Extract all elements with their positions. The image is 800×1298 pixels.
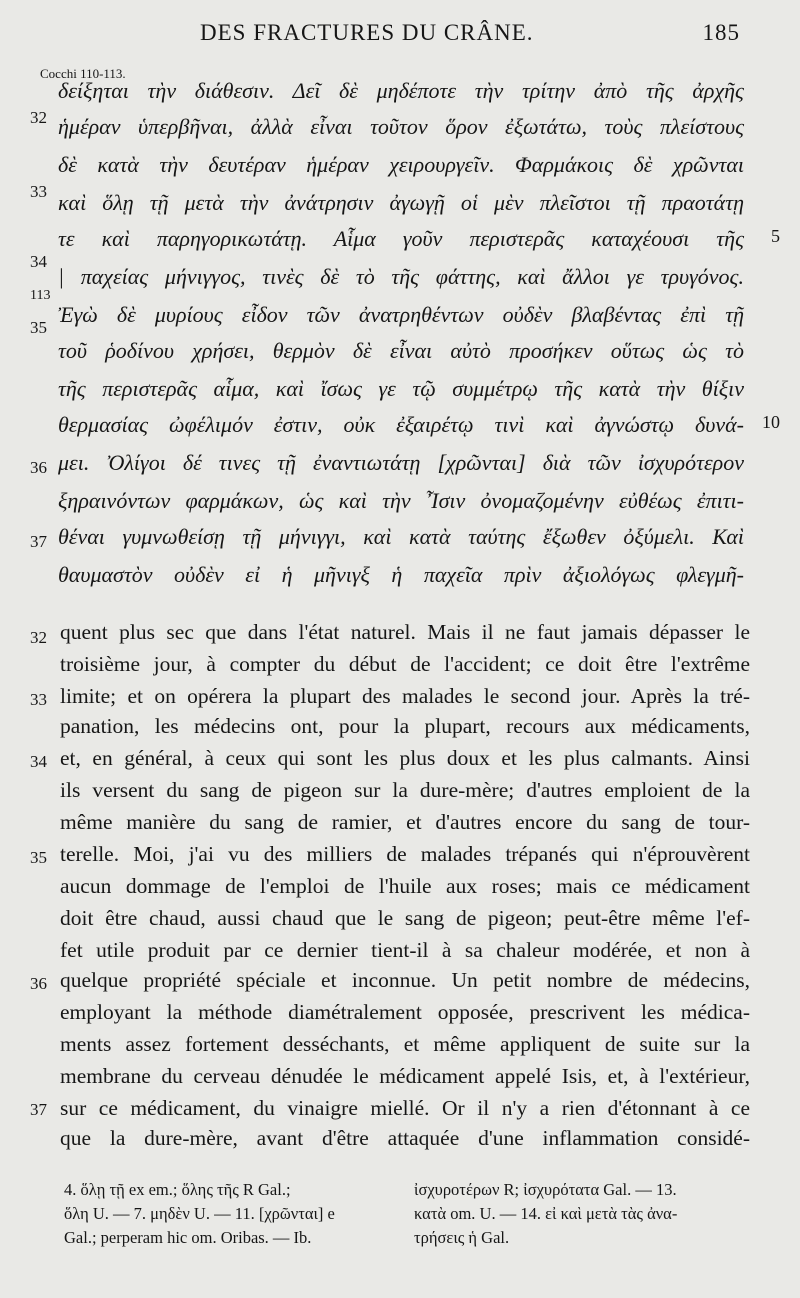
french-line: employant la méthode diamétralement opposée, prescrivent les médica- bbox=[60, 1000, 750, 1024]
greek-line: ξηραινόντων φαρμάκων, ὡς καὶ τὴν Ἶσιν ὀνομαζομένην εὐθέως ἐπιτι- bbox=[58, 488, 744, 513]
french-line: quent plus sec que dans l'état naturel. Mais il ne faut jamais dépasser le bbox=[60, 620, 750, 644]
french-line: ments assez fortement desséchants, et même appliquent de suite sur la bbox=[60, 1032, 750, 1056]
greek-line: τῆς περιστερᾶς αἷμα, καὶ ἴσως γε τῷ συμμέτρῳ τῆς κατὰ τὴν θίξιν bbox=[58, 376, 744, 401]
greek-line-number: 34 bbox=[30, 252, 47, 271]
french-line: doit être chaud, aussi chaud que le sang de pigeon; peut-être même l'ef- bbox=[60, 906, 750, 930]
french-line-number: 35 bbox=[30, 848, 47, 867]
footnote-line: κατὰ om. U. — 14. εἰ καὶ μετὰ τὰς ἀνα- bbox=[414, 1204, 678, 1223]
french-line: que la dure-mère, avant d'être attaquée d'une inflammation considé- bbox=[60, 1126, 750, 1150]
footnote-line: 4. ὅλῃ τῇ ex em.; ὅλης τῆς R Gal.; bbox=[64, 1180, 291, 1199]
greek-line: | παχείας μήνιγγος, τινὲς δὲ τὸ τῆς φάττης, καὶ ἄλλοι γε τρυγόνος. bbox=[58, 264, 744, 289]
greek-line: τε καὶ παρηγορικωτάτῃ. Αἷμα γοῦν περιστερᾶς καταχέουσι τῆς bbox=[58, 226, 744, 251]
footnotes-column-left bbox=[64, 1180, 394, 1252]
greek-line-number: 37 bbox=[30, 532, 47, 551]
greek-line: θέναι γυμνωθείσῃ τῇ μήνιγγι, καὶ κατὰ ταύτης ἔξωθεν ὀξύμελι. Καὶ bbox=[58, 524, 744, 549]
french-line: ils versent du sang de pigeon sur la dure-mère; d'autres emploient de la bbox=[60, 778, 750, 802]
french-line: troisième jour, à compter du début de l'accident; ce doit être l'extrême bbox=[60, 652, 750, 676]
french-line: limite; et on opérera la plupart des malades le second jour. Après la tré- bbox=[60, 684, 750, 708]
footnote-line: τρήσεις ἡ Gal. bbox=[414, 1228, 510, 1247]
footnote-line: Gal.; perperam hic om. Oribas. — Ib. bbox=[64, 1228, 312, 1247]
french-line: membrane du cerveau dénudée le médicament appelé Isis, et, à l'extérieur, bbox=[60, 1064, 750, 1088]
french-line-number: 32 bbox=[30, 628, 47, 647]
greek-line-number: 36 bbox=[30, 458, 47, 477]
greek-line: καὶ ὅλῃ τῇ μετὰ τὴν ἀνάτρησιν ἀγωγῇ οἱ μὲν πλεῖστοι τῇ πραοτάτῃ bbox=[58, 190, 744, 215]
french-line: panation, les médecins ont, pour la plupart, recours aux médicaments, bbox=[60, 714, 750, 738]
greek-line: μει. Ὀλίγοι δέ τινες τῇ ἐναντιωτάτῃ [χρῶνται] διὰ τῶν ἰσχυρότερον bbox=[58, 450, 744, 475]
greek-line-number: 35 bbox=[30, 318, 47, 337]
greek-line: θαυμαστὸν οὐδὲν εἰ ἡ μῆνιγξ ἡ παχεῖα πρὶν ἀξιολόγως φλεγμῆ- bbox=[58, 562, 744, 587]
source-reference: Cocchi 110-113. bbox=[40, 66, 126, 81]
french-line-number: 37 bbox=[30, 1100, 47, 1119]
french-line: même manière du sang de ramier, et d'autres encore du sang de tour- bbox=[60, 810, 750, 834]
greek-line: δὲ κατὰ τὴν δευτέραν ἡμέραν χειρουργεῖν. Φαρμάκοις δὲ χρῶνται bbox=[58, 152, 744, 177]
french-line: terelle. Moi, j'ai vu des milliers de malades trépanés qui n'éprouvèrent bbox=[60, 842, 750, 866]
footnote-line: ὅλη U. — 7. μηδὲν U. — 11. [χρῶνται] e bbox=[64, 1204, 335, 1223]
greek-line-number: 33 bbox=[30, 182, 47, 201]
greek-line: θερμασίας ὠφέλιμόν ἐστιν, οὐκ ἐξαιρέτῳ τινὶ καὶ ἀγνώστῳ δυνά- bbox=[58, 412, 744, 437]
greek-line: Ἐγὼ δὲ μυρίους εἶδον τῶν ἀνατρηθέντων οὐδὲν βλαβέντας ἐπὶ τῇ bbox=[58, 302, 744, 327]
greek-margin-line-count: 10 bbox=[762, 412, 780, 432]
running-title: DES FRACTURES DU CRÂNE. bbox=[200, 20, 534, 45]
footnotes-column-right bbox=[414, 1180, 774, 1252]
french-line-number: 36 bbox=[30, 974, 47, 993]
greek-line: τοῦ ῥοδίνου χρήσει, θερμὸν δὲ εἶναι αὐτὸ προσήκεν οὕτως ὡς τὸ bbox=[58, 338, 744, 363]
greek-line: ἡμέραν ὑπερβῆναι, ἀλλὰ εἶναι τοῦτον ὅρον ἐξωτάτω, τοὺς πλείστους bbox=[58, 114, 744, 139]
footnote-line: ἰσχυροτέρων R; ἰσχυρότατα Gal. — 13. bbox=[414, 1180, 677, 1199]
french-line: aucun dommage de l'emploi de l'huile aux roses; mais ce médicament bbox=[60, 874, 750, 898]
greek-margin-line-count: 5 bbox=[771, 226, 780, 246]
greek-line: δείξηται τὴν διάθεσιν. Δεῖ δὲ μηδέποτε τὴν τρίτην ἀπὸ τῆς ἀρχῆς bbox=[58, 78, 744, 103]
page-number: 185 bbox=[702, 20, 740, 45]
original-page-marker: 113 bbox=[30, 288, 51, 303]
french-line: quelque propriété spéciale et inconnue. Un petit nombre de médecins, bbox=[60, 968, 750, 992]
french-line: sur ce médicament, du vinaigre miellé. Or il n'y a rien d'étonnant à ce bbox=[60, 1096, 750, 1120]
french-line-number: 33 bbox=[30, 690, 47, 709]
french-line: fet utile produit par ce dernier tient-il à sa chaleur modérée, et non à bbox=[60, 938, 750, 962]
french-line-number: 34 bbox=[30, 752, 47, 771]
french-line: et, en général, à ceux qui sont les plus doux et les plus calmants. Ainsi bbox=[60, 746, 750, 770]
greek-line-number: 32 bbox=[30, 108, 47, 127]
